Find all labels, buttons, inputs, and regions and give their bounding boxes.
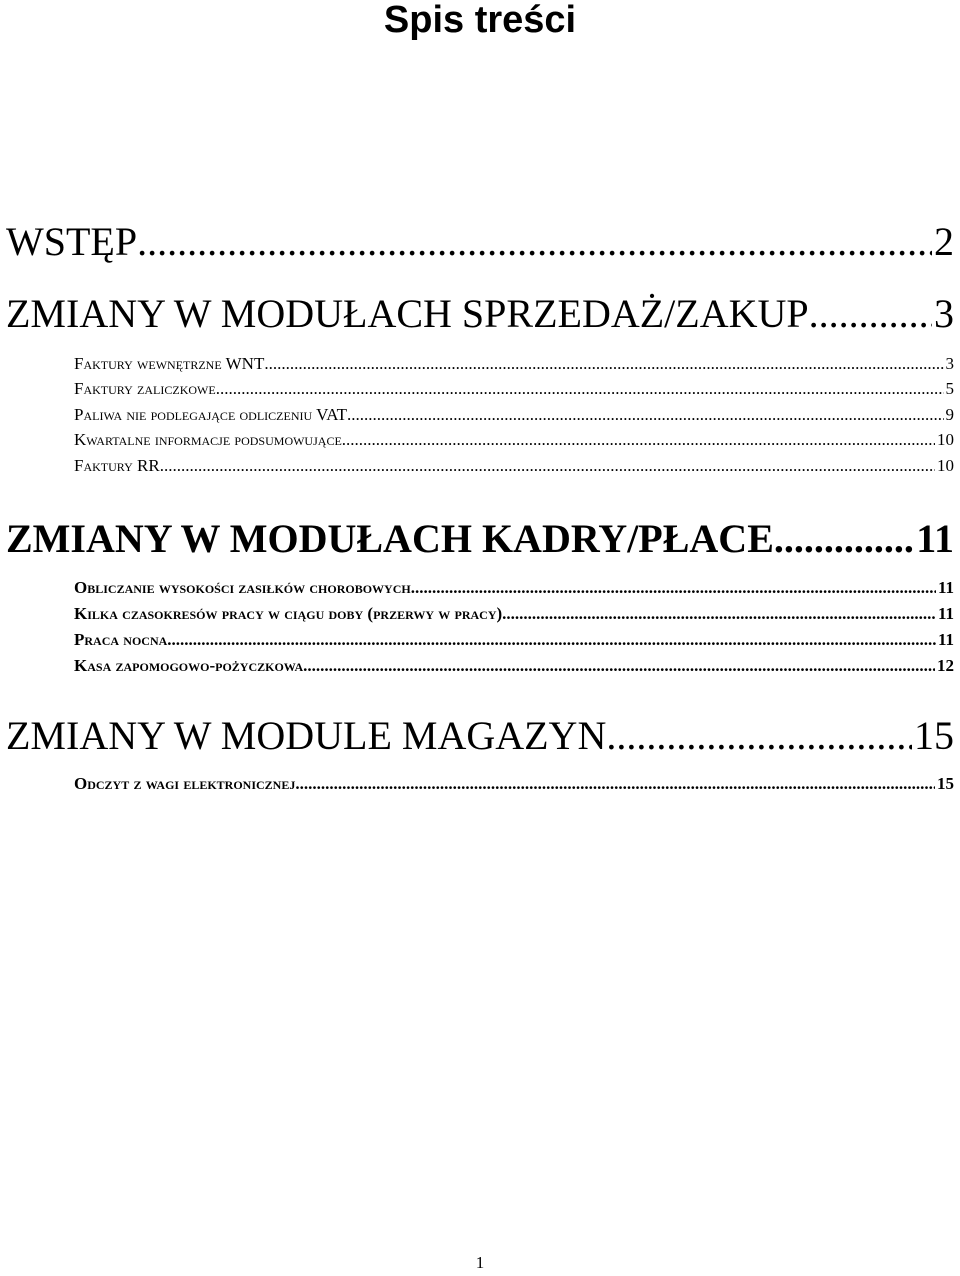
toc-label: Faktury RR [74,456,160,475]
toc-entry-czasokresy-pracy[interactable] [74,603,954,625]
toc-leader [137,218,932,266]
toc-leader [347,404,944,426]
toc-entry-wstep[interactable] [6,218,954,266]
toc-page-number: 12 [937,656,954,675]
toc-label: ZMIANY W MODUŁACH SPRZEDAŻ/ZAKUP [6,291,809,336]
toc-leader [216,378,944,400]
toc-label: Praca nocna [74,630,168,649]
toc-entry-kwartalne-informacje[interactable] [74,429,954,451]
toc-leader [774,515,914,563]
toc-leader [809,290,932,338]
toc-leader [160,455,935,477]
toc-leader [167,629,936,651]
toc-page-number: 11 [937,630,954,649]
toc-label: Faktury wewnętrzne WNT [74,354,265,373]
toc-entry-kasa-zapomogowa[interactable] [74,655,954,677]
toc-page-number: 3 [934,291,954,336]
toc-page-number: 3 [945,354,954,373]
toc-page-number: 11 [937,578,954,597]
toc-entry-faktury-rr[interactable] [74,455,954,477]
toc-entry-zasilki-chorobowe[interactable] [74,577,954,599]
toc-leader [342,429,935,451]
toc-page-number: 5 [945,379,954,398]
toc-page-number: 15 [937,774,954,793]
page-number-footer: 1 [475,1253,485,1272]
toc-label: Obliczanie wysokości zasiłków chorobowych [74,578,411,597]
toc-label: Paliwa nie podlegające odliczeniu VAT [74,405,347,424]
toc-leader [295,773,935,795]
toc-entry-magazyn[interactable] [6,712,954,760]
toc-label: Kilka czasokresów pracy w ciągu doby (przerwy w pracy) [74,604,503,623]
toc-page-number: 15 [914,713,954,758]
page-title: Spis treści [383,0,577,41]
toc-label: Kasa zapomogowo-pożyczkowa [74,656,304,675]
toc-page-number: 10 [937,456,954,475]
toc-page-number: 11 [937,604,954,623]
toc-entry-sprzedaz-zakup[interactable] [6,290,954,338]
toc-page-number: 2 [934,219,954,264]
toc-label: WSTĘP [6,219,138,264]
toc-label: Odczyt z wagi elektronicznej [74,774,296,793]
toc-leader [264,353,943,375]
toc-page-number: 9 [945,405,954,424]
toc-entry-paliwa[interactable] [74,404,954,426]
toc-entry-faktury-wnt[interactable] [74,353,954,375]
toc-label: ZMIANY W MODULE MAGAZYN [6,713,607,758]
toc-leader [502,603,936,625]
toc-page-number: 10 [937,430,954,449]
toc-leader [606,712,912,760]
toc-leader [411,577,936,599]
toc-entry-faktury-zaliczkowe[interactable] [74,378,954,400]
toc-label: ZMIANY W MODUŁACH KADRY/PŁACE [6,516,774,561]
toc-entry-waga-elektroniczna[interactable] [74,773,954,795]
toc-entry-praca-nocna[interactable] [74,629,954,651]
toc-entry-kadry-place[interactable] [6,515,954,563]
toc-label: Kwartalne informacje podsumowujące [74,430,342,449]
toc-leader [303,655,935,677]
toc-page-number: 11 [916,516,954,561]
toc-label: Faktury zaliczkowe [74,379,216,398]
